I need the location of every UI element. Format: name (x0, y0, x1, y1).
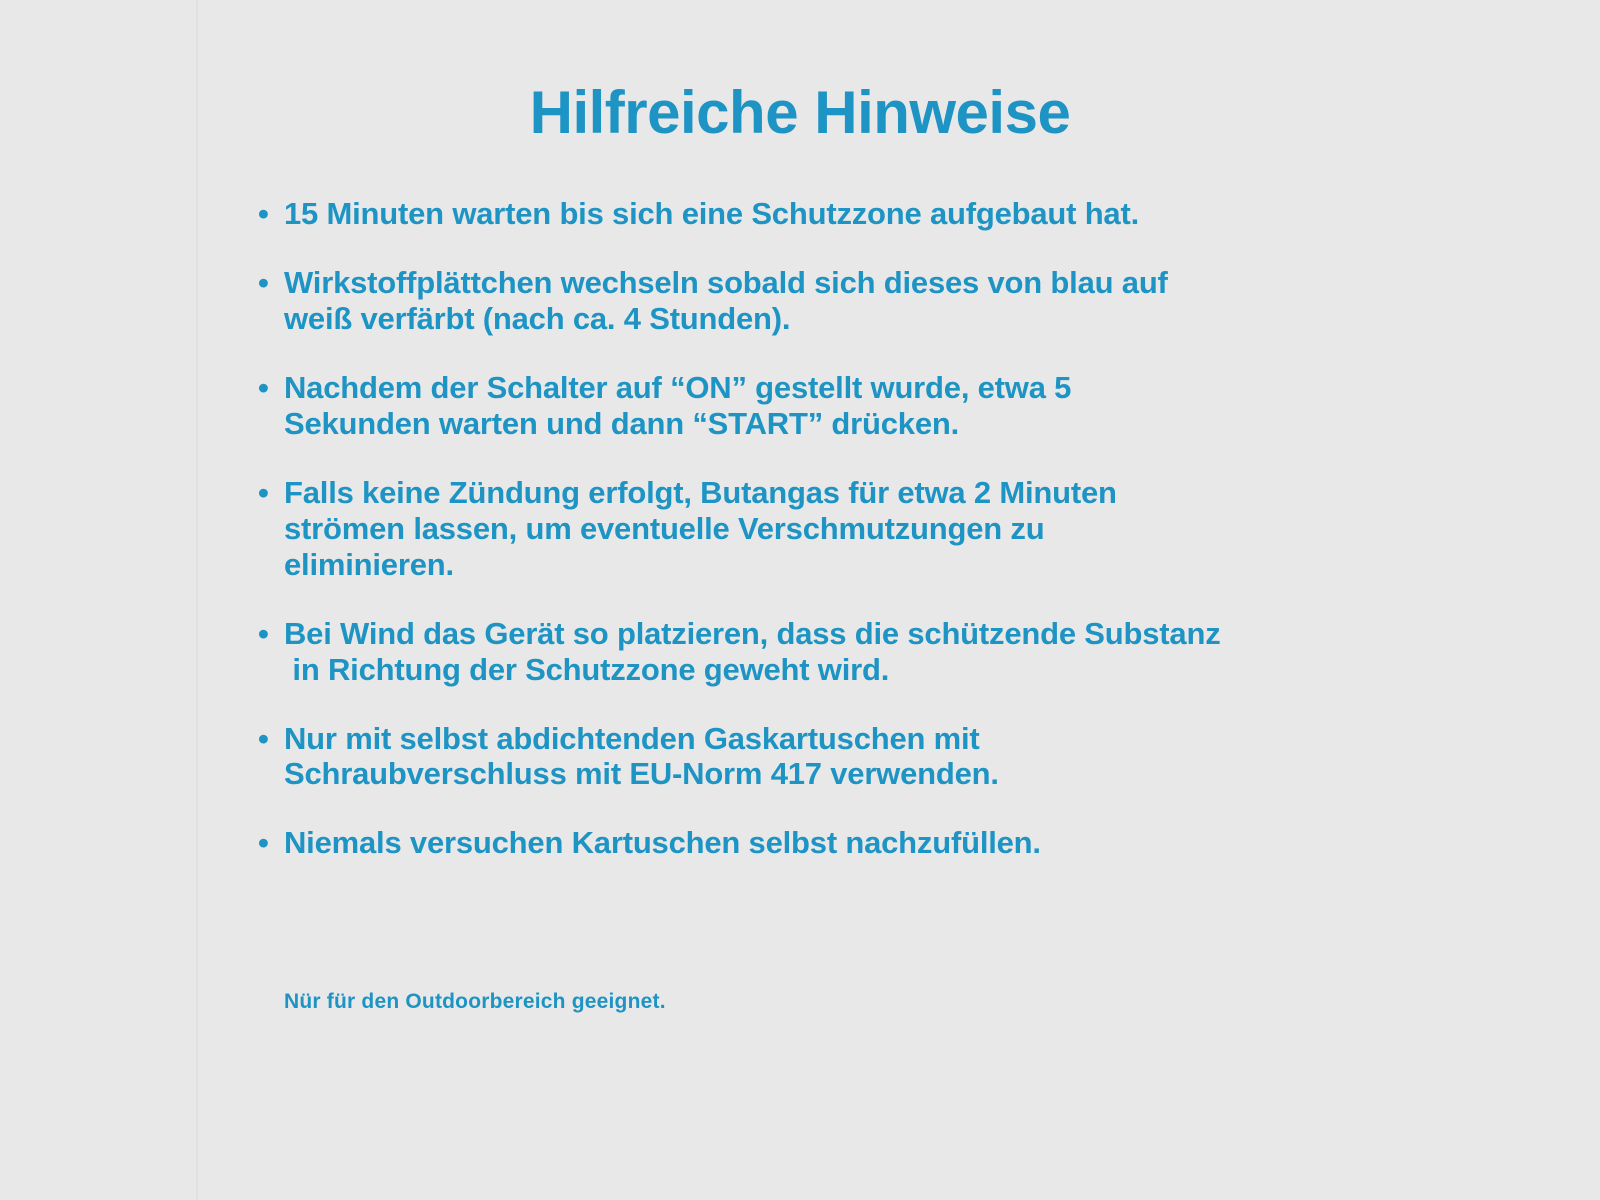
bullet-icon: • (258, 615, 269, 651)
bullet-icon: • (258, 369, 269, 405)
tip-item (258, 265, 1368, 337)
bullet-icon: • (258, 720, 269, 756)
tip-item (258, 721, 1368, 793)
tips-list (258, 196, 1368, 894)
tip-item (258, 825, 1368, 861)
tip-line: Nur mit selbst abdichtenden Gaskartuschen mit (284, 720, 980, 756)
tip-item (258, 196, 1368, 232)
tip-line: strömen lassen, um eventuelle Verschmutzungen zu (284, 510, 1045, 546)
tip-item (258, 616, 1368, 688)
footnote-text: Nür für den Outdoorbereich geeignet. (284, 990, 666, 1013)
page-title: Hilfreiche Hinweise (529, 79, 1071, 147)
tip-line: Falls keine Zündung erfolgt, Butangas für etwa 2 Minuten (284, 474, 1117, 510)
tip-line: eliminieren. (284, 546, 454, 582)
tip-line: Schraubverschluss mit EU-Norm 417 verwenden. (284, 756, 999, 792)
page-margin-rule (196, 0, 198, 1200)
bullet-icon: • (258, 196, 269, 231)
tip-line: Wirkstoffplättchen wechseln sobald sich dieses von blau auf (284, 264, 1168, 300)
tip-line: Sekunden warten und dann “START” drücken. (284, 405, 960, 441)
tip-line: 15 Minuten warten bis sich eine Schutzzone aufgebaut hat. (284, 196, 1140, 231)
tip-line: Niemals versuchen Kartuschen selbst nachzufüllen. (284, 825, 1041, 861)
bullet-icon: • (258, 825, 269, 861)
tip-line: weiß verfärbt (nach ca. 4 Stunden). (284, 300, 791, 336)
bullet-icon: • (258, 474, 269, 510)
tip-line: Nachdem der Schalter auf “ON” gestellt wurde, etwa 5 (284, 369, 1072, 405)
tip-line: Bei Wind das Gerät so platzieren, dass die schützende Substanz (284, 615, 1221, 651)
tip-item (258, 475, 1368, 583)
bullet-icon: • (258, 264, 269, 300)
tip-item (258, 370, 1368, 442)
tip-line: in Richtung der Schutzzone geweht wird. (284, 651, 890, 687)
